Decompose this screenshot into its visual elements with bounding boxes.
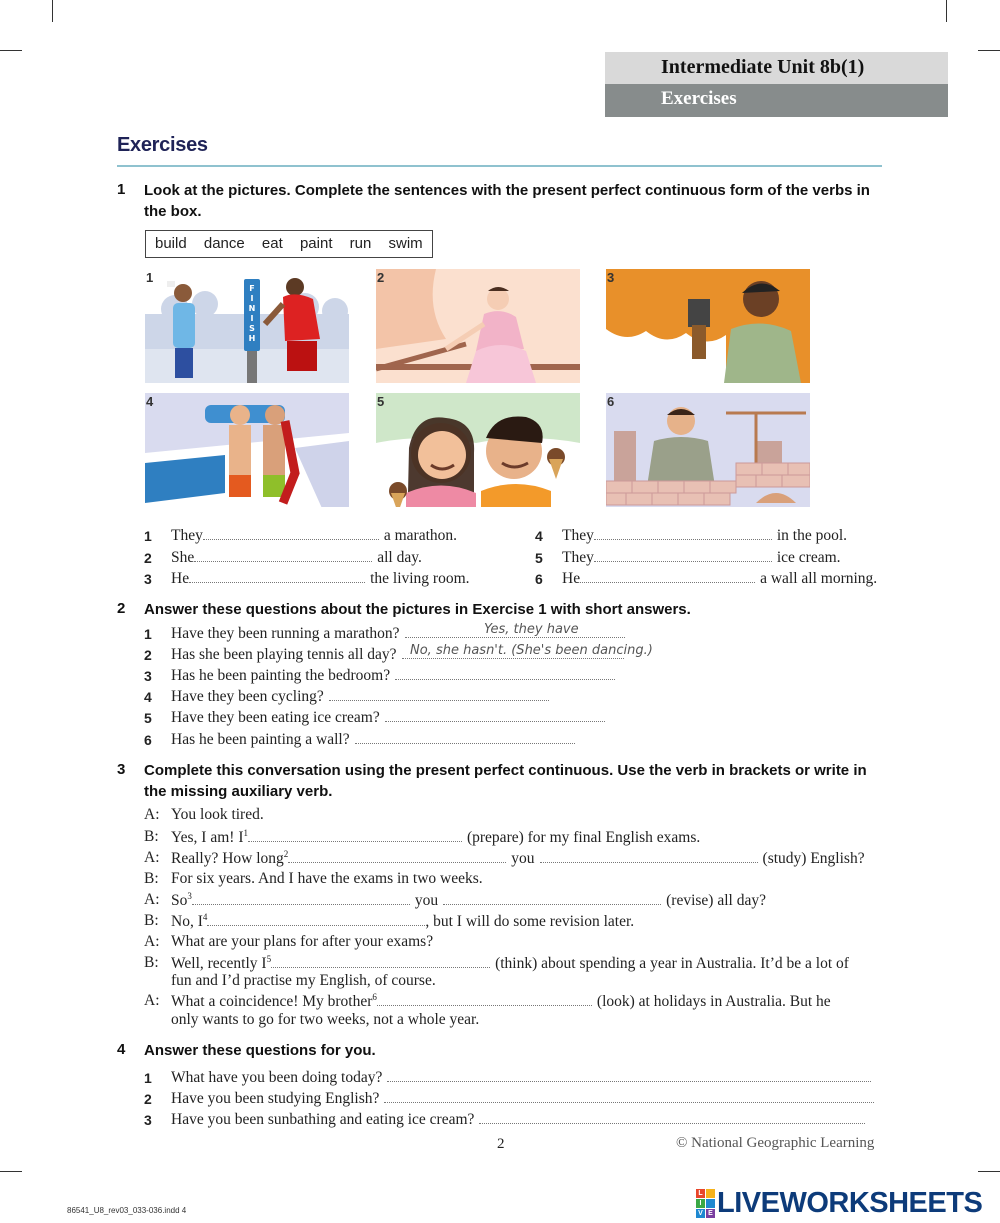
sentence-end: in the pool. (776, 527, 848, 544)
question-text: What have you been doing today? (171, 1069, 383, 1086)
answer-blank[interactable] (203, 527, 379, 540)
picture-1-runners (145, 269, 349, 383)
line-text: (think) about spending a year in Australia. It’d be a lot of (495, 955, 849, 973)
answer-blank[interactable] (189, 570, 365, 583)
answer-blank[interactable] (248, 829, 462, 842)
sentence-end: ice cream. (776, 549, 841, 566)
logo-block: E (706, 1209, 715, 1218)
line-text: fun and I’d practise my English, of course. (171, 972, 436, 989)
line-text: only wants to go for two weeks, not a whole year. (171, 1011, 480, 1028)
conversation-line (171, 806, 264, 824)
gap-number: 2 (283, 849, 289, 859)
speaker-label: A: (144, 806, 160, 823)
sentence-end: all day. (377, 549, 422, 566)
question-text: Have they been eating ice cream? (171, 709, 380, 726)
verb-word: dance (203, 235, 245, 252)
speaker-label: B: (144, 870, 159, 887)
line-text: For six years. And I have the exams in two weeks. (171, 870, 483, 887)
answer-blank[interactable] (329, 688, 549, 701)
verb-box (145, 230, 433, 258)
copyright: © National Geographic Learning (676, 1135, 875, 1151)
ex2-question-3 (171, 667, 615, 685)
ex2-question-5 (171, 709, 605, 727)
line-text: Well, recently I (171, 955, 267, 973)
line-text: (prepare) for my final English exams. (466, 829, 701, 847)
conversation-line (171, 870, 483, 888)
sentence-end: the living room. (370, 570, 470, 587)
picture-6-builder (606, 393, 810, 507)
unit-subtitle: Exercises (605, 84, 948, 117)
gap-number: 6 (372, 992, 377, 1002)
answer-blank[interactable] (194, 549, 372, 562)
question-number: 2 (144, 647, 152, 663)
answer-blank[interactable] (479, 1111, 865, 1124)
line-text: (revise) all day? (666, 892, 766, 910)
picture-number: 3 (607, 270, 615, 285)
sentence-start: She (171, 549, 195, 566)
crop-mark (946, 0, 947, 22)
ex2-question-4 (171, 688, 549, 706)
logo-text: LIVEWORKSHEETS (717, 1186, 983, 1219)
sentence-number: 5 (535, 550, 543, 566)
conversation-line-continued (171, 1011, 479, 1029)
crop-mark (52, 0, 53, 22)
answer-blank[interactable] (377, 993, 592, 1006)
sentence-start: They (562, 549, 594, 566)
exercise-2-number: 2 (117, 600, 126, 617)
picture-number: 5 (377, 394, 385, 409)
sentence-start: He (562, 570, 581, 587)
finish-sign-text: F I N I S H (248, 284, 256, 343)
question-text: Have they been running a marathon? (171, 625, 400, 642)
ex4-question-3 (171, 1111, 865, 1129)
sentence-start: They (171, 527, 203, 544)
sentence-number: 2 (144, 550, 152, 566)
ex1-sentence-1 (171, 527, 457, 545)
question-text: Has he been painting a wall? (171, 731, 350, 748)
question-number: 6 (144, 732, 152, 748)
answer-blank[interactable] (271, 955, 490, 968)
ex1-sentence-5 (562, 549, 841, 567)
crop-mark (978, 50, 1000, 51)
picture-number: 2 (377, 270, 385, 285)
speaker-label: B: (144, 912, 159, 929)
ex1-sentence-2 (171, 549, 422, 567)
question-text: Have you been studying English? (171, 1090, 380, 1107)
logo-block (706, 1199, 715, 1208)
answer-blank[interactable] (594, 527, 772, 540)
conversation-line (171, 992, 831, 1011)
unit-title: Intermediate Unit 8b(1) (605, 52, 948, 84)
gap-number: 5 (266, 954, 272, 964)
page-title: Exercises (117, 134, 208, 156)
exercise-4-number: 4 (117, 1041, 126, 1058)
crop-mark (0, 1171, 22, 1172)
exercise-2-instruction: Answer these questions about the pictures in Exercise 1 with short answers. (144, 601, 691, 618)
conversation-line (171, 912, 634, 931)
line-text: What a coincidence! My brother (171, 993, 373, 1011)
question-number: 5 (144, 710, 152, 726)
gap-number: 1 (243, 828, 248, 838)
speaker-label: B: (144, 954, 159, 971)
speaker-label: A: (144, 933, 160, 950)
sentence-number: 1 (144, 528, 152, 544)
ex1-sentence-3 (171, 570, 470, 588)
answer-blank[interactable] (288, 850, 506, 863)
answer-blank[interactable] (385, 709, 605, 722)
line-text: you (511, 850, 535, 868)
question-number: 3 (144, 668, 152, 684)
line-text: (study) English? (762, 850, 865, 868)
line-text: No, I (171, 913, 203, 931)
picture-number: 4 (146, 394, 154, 409)
line-text: What are your plans for after your exams? (171, 933, 434, 950)
answer-blank[interactable] (540, 850, 758, 863)
question-number: 3 (144, 1112, 152, 1128)
conversation-line (171, 891, 766, 910)
sentence-start: They (562, 527, 594, 544)
verb-word: eat (261, 235, 283, 252)
answer-blank[interactable] (384, 1090, 874, 1103)
title-divider (117, 165, 882, 167)
logo-icon (696, 1189, 715, 1218)
speaker-label: B: (144, 828, 159, 845)
verb-word: build (155, 235, 187, 252)
line-text: (look) at holidays in Australia. But he (596, 993, 831, 1011)
speaker-label: A: (144, 891, 160, 908)
question-text: Have you been sunbathing and eating ice cream? (171, 1111, 475, 1128)
sentence-end: a marathon. (383, 527, 458, 544)
question-text: Has he been painting the bedroom? (171, 667, 391, 684)
picture-5-ice-cream (376, 393, 580, 507)
ex2-question-6 (171, 731, 575, 749)
answer-blank[interactable] (207, 913, 425, 926)
answer-blank[interactable] (395, 667, 615, 680)
answer-blank[interactable] (355, 731, 575, 744)
picture-4-swimmers (145, 393, 349, 507)
exercise-1-instruction: Look at the pictures. Complete the sentences with the present perfect continuous form of the verbs in the box. (144, 182, 870, 220)
unit-header (605, 52, 948, 117)
gap-number: 3 (187, 891, 192, 901)
exercise-3-instruction: Complete this conversation using the present perfect continuous. Use the verb in brackets or write in the missing auxiliary verb. (144, 762, 867, 800)
verb-word: run (349, 235, 372, 252)
answer-blank[interactable] (443, 892, 661, 905)
file-info: 86541_U8_rev03_033-036.indd 4 (67, 1206, 187, 1215)
sentence-number: 6 (535, 571, 543, 587)
conversation-line (171, 954, 849, 973)
ex1-sentence-4 (562, 527, 847, 545)
conversation-line (171, 828, 700, 847)
handwritten-answer: Yes, they have (484, 622, 579, 637)
picture-number: 1 (146, 270, 154, 285)
conversation-line-continued (171, 972, 436, 990)
picture-number: 6 (607, 394, 615, 409)
ex4-question-1 (171, 1069, 871, 1087)
line-text: You look tired. (171, 806, 264, 823)
ex1-sentence-6 (562, 570, 877, 588)
conversation-line (171, 849, 865, 868)
question-text: Have they been cycling? (171, 688, 324, 705)
line-text: Really? How long (171, 850, 284, 868)
gap-number: 4 (202, 912, 208, 922)
sentence-number: 3 (144, 571, 152, 587)
sentence-end: a wall all morning. (760, 570, 878, 587)
exercise-4-instruction: Answer these questions for you. (144, 1042, 376, 1059)
verb-word: paint (299, 235, 333, 252)
logo-block: L (696, 1189, 705, 1198)
question-text: Has she been playing tennis all day? (171, 646, 397, 663)
question-number: 4 (144, 689, 152, 705)
line-text: , but I will do some revision later. (425, 913, 635, 931)
question-number: 1 (144, 626, 152, 642)
speaker-label: A: (144, 849, 160, 866)
answer-blank[interactable] (580, 570, 755, 583)
question-number: 2 (144, 1091, 152, 1107)
picture-2-dancer (376, 269, 580, 383)
line-text: So (171, 892, 188, 910)
exercise-3-number: 3 (117, 761, 126, 778)
verb-word: swim (388, 235, 423, 252)
line-text: you (414, 892, 439, 910)
crop-mark (0, 50, 22, 51)
handwritten-answer: No, she hasn't. (She's been dancing.) (410, 643, 653, 658)
speaker-label: A: (144, 992, 160, 1009)
exercise-1-number: 1 (117, 181, 126, 198)
logo-block: V (696, 1209, 705, 1218)
answer-blank[interactable] (387, 1069, 871, 1082)
answer-blank[interactable] (594, 549, 772, 562)
ex4-question-2 (171, 1090, 874, 1108)
question-number: 1 (144, 1070, 152, 1086)
picture-3-painter (606, 269, 810, 383)
logo-block: I (696, 1199, 705, 1208)
answer-blank[interactable] (192, 892, 410, 905)
page-number: 2 (497, 1136, 505, 1152)
logo-block (706, 1189, 715, 1198)
crop-mark (978, 1171, 1000, 1172)
line-text: Yes, I am! I (171, 829, 244, 847)
sentence-number: 4 (535, 528, 543, 544)
liveworksheets-logo[interactable] (696, 1188, 982, 1218)
conversation-line (171, 933, 433, 951)
sentence-start: He (171, 570, 190, 587)
